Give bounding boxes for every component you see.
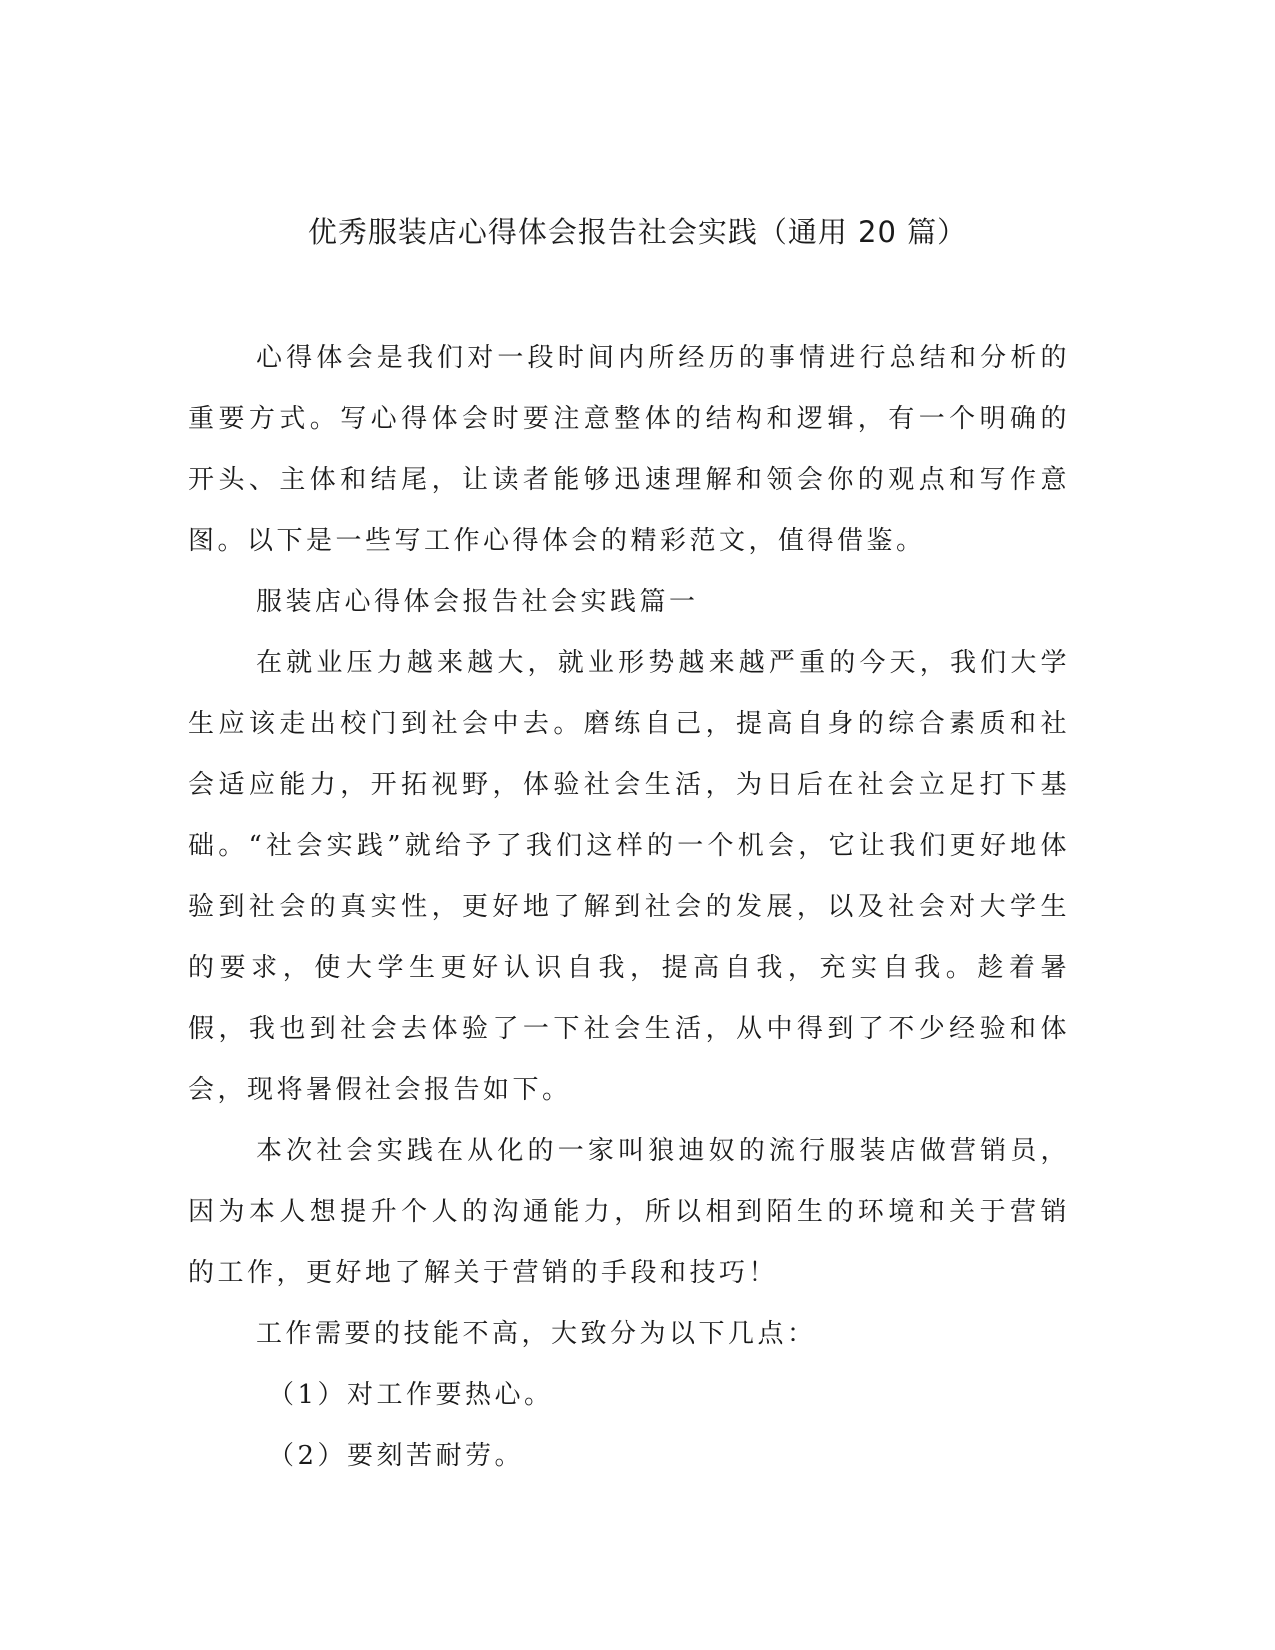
body-paragraph: 工作需要的技能不高，大致分为以下几点：	[256, 1319, 817, 1349]
list-item: （2）要刻苦耐劳。	[268, 1441, 525, 1471]
document-body	[188, 328, 1070, 1487]
section-heading: 服装店心得体会报告社会实践篇一	[256, 587, 699, 617]
intro-paragraph: 心得体会是我们对一段时间内所经历的事情进行总结和分析的重要方式。写心得体会时要注意整体的结构和逻辑，有一个明确的开头、主体和结尾，让读者能够迅速理解和领会你的观点和写作意图。以下是一些写工作心得体会的精彩范文，值得借鉴。	[188, 343, 1070, 556]
document-title: 优秀服装店心得体会报告社会实践（通用 20 篇）	[307, 215, 968, 249]
body-paragraph: 在就业压力越来越大，就业形势越来越严重的今天，我们大学生应该走出校门到社会中去。磨练自己，提高自身的综合素质和社会适应能力，开拓视野，体验社会生活，为日后在社会立足打下基础。“社会实践”就给予了我们这样的一个机会，它让我们更好地体验到社会的真实性，更好地了解到社会的发展，以及社会对大学生的要求，使大学生更好认识自我，提高自我，充实自我。趁着暑假，我也到社会去体验了一下社会生活，从中得到了不少经验和体会，现将暑假社会报告如下。	[188, 648, 1070, 1105]
list-item: （1）对工作要热心。	[268, 1380, 554, 1410]
body-paragraph: 本次社会实践在从化的一家叫狼迪奴的流行服装店做营销员，因为本人想提升个人的沟通能力，所以相到陌生的环境和关于营销的工作，更好地了解关于营销的手段和技巧！	[188, 1136, 1070, 1288]
